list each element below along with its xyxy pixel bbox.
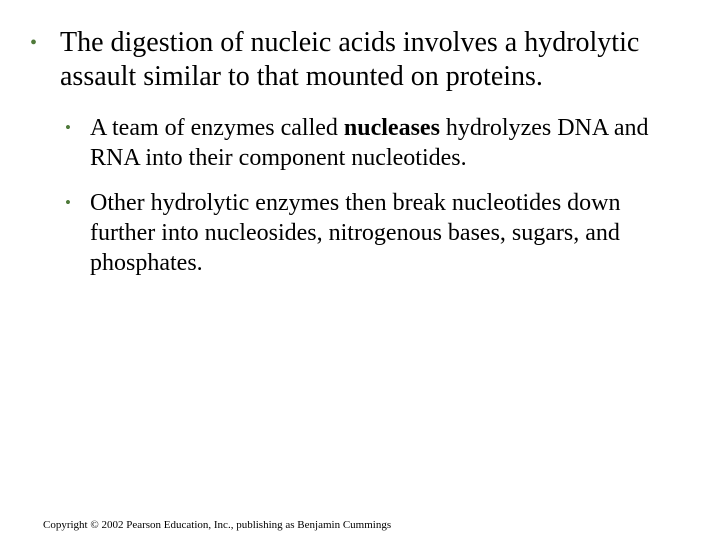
sub-bullet-text [90,113,685,173]
main-bullet [30,26,700,94]
bullet-icon: • [30,32,38,54]
sub-bullet-text-pre: A team of enzymes called [90,115,344,141]
copyright-notice: Copyright © 2002 Pearson Education, Inc., publishing as Benjamin Cummings [43,519,392,531]
bullet-icon: • [65,118,71,137]
nucleases-term: nucleases [343,115,440,141]
sub-bullet-nucleases [65,113,685,173]
sub-bullet-hydrolytic-enzymes [65,188,685,278]
sub-bullet-text-post: hydrolyzes DNA and RNA into their component nucleotides. [90,115,649,171]
main-bullet-text: The digestion of nucleic acids involves a hydrolytic assault similar to that mounted on proteins. [60,27,640,92]
sub-bullet-text: Other hydrolytic enzymes then break nucleotides down further into nucleosides, nitrogenous bases, sugars, and phosphates. [90,190,621,276]
bullet-icon: • [65,193,71,212]
